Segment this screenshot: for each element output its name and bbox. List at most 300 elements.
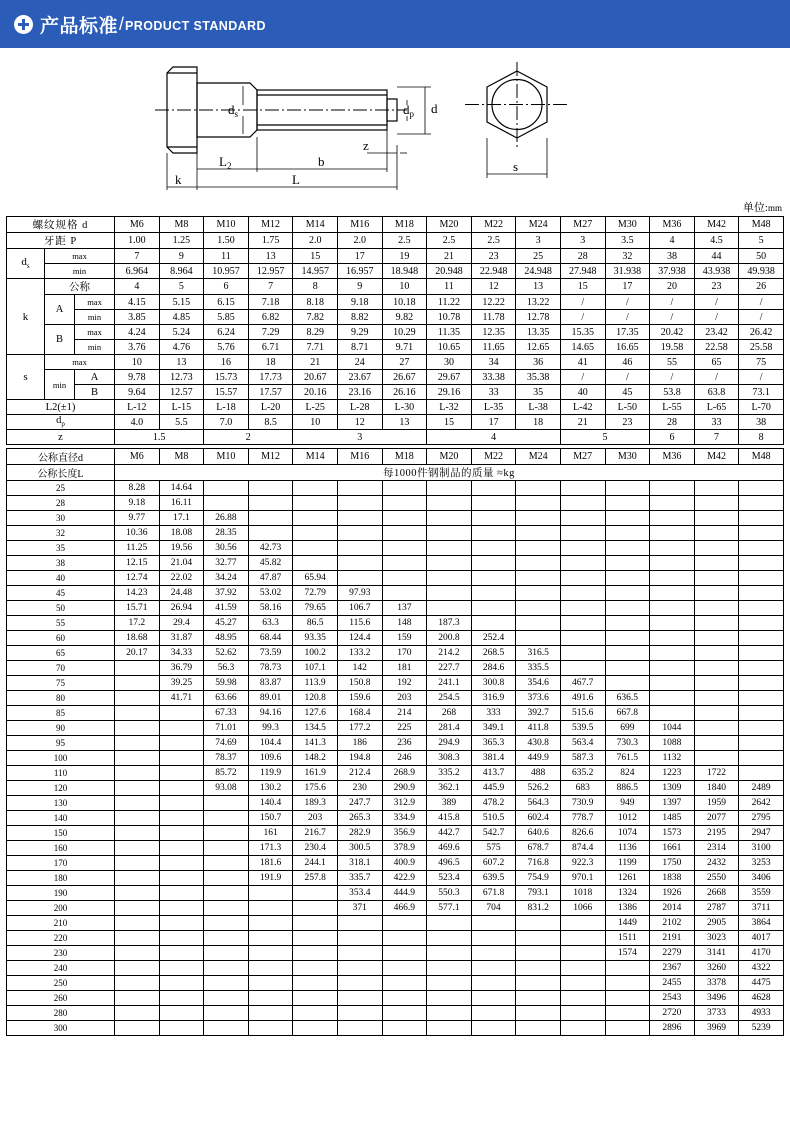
row-z <box>7 430 784 445</box>
mass-cell: 83.87 <box>248 676 293 691</box>
ds-max-cell: 25 <box>516 249 561 264</box>
mass-cell <box>471 991 516 1006</box>
k-b-min-cell: 25.58 <box>739 340 784 355</box>
ds-min-cell: 12.957 <box>248 264 293 279</box>
mass-cell: 335.5 <box>516 661 561 676</box>
mass-cell: 316.9 <box>471 691 516 706</box>
s-min-b-cell: 12.57 <box>159 385 204 400</box>
mass-cell: 97.93 <box>337 586 382 601</box>
length-label: 80 <box>7 691 115 706</box>
k-b-min-cell: 3.76 <box>115 340 160 355</box>
length-label: 210 <box>7 916 115 931</box>
mass-cell <box>516 511 561 526</box>
mass-row <box>7 1021 784 1036</box>
mass-cell: 1223 <box>650 766 695 781</box>
k-b-min-cell: 4.76 <box>159 340 204 355</box>
mass-cell: 17.1 <box>159 511 204 526</box>
mass-cell: 1132 <box>650 751 695 766</box>
s-min-a-cell: 35.38 <box>516 370 561 385</box>
mass-cell: 1449 <box>605 916 650 931</box>
label-k: k <box>7 279 45 355</box>
k-nominal-cell: 26 <box>739 279 784 295</box>
mass-cell <box>694 616 739 631</box>
mass-cell: 671.8 <box>471 886 516 901</box>
mass-cell <box>204 856 249 871</box>
label-ds-max: max <box>45 249 115 264</box>
l2-cell: L-25 <box>293 400 338 415</box>
length-label: 300 <box>7 1021 115 1036</box>
mass-cell: 442.7 <box>427 826 472 841</box>
mass-cell <box>605 526 650 541</box>
mass-cell <box>115 706 160 721</box>
mass-cell <box>115 676 160 691</box>
s-max-cell: 55 <box>650 355 695 370</box>
ds-max-cell: 44 <box>694 249 739 264</box>
mass-cell <box>337 991 382 1006</box>
ds-min-cell: 43.938 <box>694 264 739 279</box>
mass-cell <box>337 556 382 571</box>
mass-cell <box>204 901 249 916</box>
mass-column-header: M20 <box>427 449 472 465</box>
mass-cell <box>427 526 472 541</box>
mass-cell: 63.66 <box>204 691 249 706</box>
mass-cell: 1066 <box>560 901 605 916</box>
k-b-min-cell: 16.65 <box>605 340 650 355</box>
mass-cell: 41.59 <box>204 601 249 616</box>
s-max-cell: 41 <box>560 355 605 370</box>
mass-cell: 74.69 <box>204 736 249 751</box>
s-min-a-cell: / <box>650 370 695 385</box>
mass-column-header: M18 <box>382 449 427 465</box>
pitch-cell: 2.5 <box>382 233 427 249</box>
pitch-cell: 2.0 <box>293 233 338 249</box>
mass-column-header: M6 <box>115 449 160 465</box>
mass-cell: 230 <box>337 781 382 796</box>
s-min-b-cell: 73.1 <box>739 385 784 400</box>
k-a-max-cell: / <box>650 295 695 310</box>
mass-cell <box>560 961 605 976</box>
mass-cell <box>248 946 293 961</box>
mass-cell: 170 <box>382 646 427 661</box>
mass-cell <box>471 601 516 616</box>
length-label: 95 <box>7 736 115 751</box>
row-mass-note <box>7 465 784 481</box>
k-a-min-cell: / <box>650 310 695 325</box>
mass-cell <box>427 556 472 571</box>
row-k-a-max <box>7 295 784 310</box>
mass-cell: 3023 <box>694 931 739 946</box>
mass-cell: 48.95 <box>204 631 249 646</box>
mass-cell: 59.98 <box>204 676 249 691</box>
mass-cell: 1661 <box>650 841 695 856</box>
s-max-cell: 34 <box>471 355 516 370</box>
mass-cell <box>337 976 382 991</box>
mass-cell <box>204 496 249 511</box>
mass-cell <box>739 616 784 631</box>
mass-cell <box>248 481 293 496</box>
k-b-min-cell: 10.65 <box>427 340 472 355</box>
ds-min-cell: 6.964 <box>115 264 160 279</box>
mass-cell: 140.4 <box>248 796 293 811</box>
length-label: 60 <box>7 631 115 646</box>
l2-cell: L-32 <box>427 400 472 415</box>
mass-cell <box>605 976 650 991</box>
mass-cell <box>650 676 695 691</box>
k-a-max-cell: 4.15 <box>115 295 160 310</box>
mass-note: 每1000件钢制品的质量 ≈kg <box>115 465 784 481</box>
mass-cell <box>115 886 160 901</box>
mass-cell <box>248 901 293 916</box>
mass-cell: 356.9 <box>382 826 427 841</box>
mass-cell <box>516 526 561 541</box>
mass-cell: 389 <box>427 796 472 811</box>
dp-cell: 23 <box>605 415 650 430</box>
mass-cell <box>382 481 427 496</box>
mass-cell: 831.2 <box>516 901 561 916</box>
units-label: 单位: <box>742 202 768 214</box>
mass-cell <box>427 481 472 496</box>
length-label: 40 <box>7 571 115 586</box>
mass-cell: 47.87 <box>248 571 293 586</box>
mass-cell <box>694 481 739 496</box>
mass-cell <box>248 1006 293 1021</box>
mass-cell: 10.36 <box>115 526 160 541</box>
mass-cell: 639.5 <box>471 871 516 886</box>
mass-cell: 4933 <box>739 1006 784 1021</box>
z-cell: 5 <box>560 430 649 445</box>
mass-cell: 20.17 <box>115 646 160 661</box>
mass-cell: 93.08 <box>204 781 249 796</box>
units-note <box>0 200 790 216</box>
mass-cell <box>204 1021 249 1036</box>
mass-cell <box>293 991 338 1006</box>
length-label: 25 <box>7 481 115 496</box>
mass-cell <box>204 481 249 496</box>
mass-cell <box>248 511 293 526</box>
mass-cell: 150.7 <box>248 811 293 826</box>
ds-min-cell: 27.948 <box>560 264 605 279</box>
mass-cell <box>159 736 204 751</box>
mass-cell: 41.71 <box>159 691 204 706</box>
ds-min-cell: 31.938 <box>605 264 650 279</box>
mass-cell: 168.4 <box>337 706 382 721</box>
mass-cell: 2077 <box>694 811 739 826</box>
label-s-min-class-b: B <box>75 385 115 400</box>
mass-row <box>7 766 784 781</box>
mass-cell: 181.6 <box>248 856 293 871</box>
dp-cell: 21 <box>560 415 605 430</box>
mass-cell: 21.04 <box>159 556 204 571</box>
label-z: z <box>363 138 369 153</box>
mass-cell: 515.6 <box>560 706 605 721</box>
s-min-a-cell: / <box>605 370 650 385</box>
mass-row <box>7 736 784 751</box>
length-label: 75 <box>7 676 115 691</box>
mass-cell <box>560 976 605 991</box>
mass-cell <box>694 691 739 706</box>
k-a-max-cell: 13.22 <box>516 295 561 310</box>
s-min-b-cell: 20.16 <box>293 385 338 400</box>
mass-cell <box>650 541 695 556</box>
mass-cell: 445.9 <box>471 781 516 796</box>
mass-cell: 1324 <box>605 886 650 901</box>
mass-cell: 159 <box>382 631 427 646</box>
pitch-cell: 2.5 <box>427 233 472 249</box>
k-nominal-cell: 7 <box>248 279 293 295</box>
k-nominal-cell: 10 <box>382 279 427 295</box>
s-min-b-cell: 23.16 <box>337 385 382 400</box>
mass-cell: 1750 <box>650 856 695 871</box>
mass-per-1000-table <box>6 448 784 1036</box>
mass-column-header: M16 <box>337 449 382 465</box>
k-nominal-cell: 17 <box>605 279 650 295</box>
k-b-min-cell: 6.71 <box>248 340 293 355</box>
mass-cell: 2367 <box>650 961 695 976</box>
length-label: 65 <box>7 646 115 661</box>
mass-cell <box>427 946 472 961</box>
mass-cell <box>159 781 204 796</box>
k-b-min-cell: 5.76 <box>204 340 249 355</box>
mass-cell <box>115 931 160 946</box>
label-L2: $L_2$ <box>219 154 232 171</box>
mass-cell: 1044 <box>650 721 695 736</box>
mass-cell <box>382 991 427 1006</box>
label-s: s <box>7 355 45 400</box>
mass-cell: 26.94 <box>159 601 204 616</box>
s-min-a-cell: 20.67 <box>293 370 338 385</box>
mass-cell <box>560 991 605 1006</box>
mass-cell: 430.8 <box>516 736 561 751</box>
mass-cell <box>516 1006 561 1021</box>
mass-cell: 2191 <box>650 931 695 946</box>
k-b-max-cell: 26.42 <box>739 325 784 340</box>
mass-cell: 16.11 <box>159 496 204 511</box>
row-k-b-max <box>7 325 784 340</box>
mass-cell <box>694 496 739 511</box>
mass-cell: 577.1 <box>427 901 472 916</box>
ds-max-cell: 19 <box>382 249 427 264</box>
k-b-min-cell: 8.71 <box>337 340 382 355</box>
l2-cell: L-35 <box>471 400 516 415</box>
mass-cell <box>337 541 382 556</box>
mass-cell: 141.3 <box>293 736 338 751</box>
mass-cell <box>427 961 472 976</box>
mass-cell: 3864 <box>739 916 784 931</box>
thread-size-header: M27 <box>560 217 605 233</box>
k-nominal-cell: 20 <box>650 279 695 295</box>
s-min-a-cell: 29.67 <box>427 370 472 385</box>
mass-cell <box>650 706 695 721</box>
mass-cell: 874.4 <box>560 841 605 856</box>
mass-cell <box>427 991 472 1006</box>
s-min-b-cell: 9.64 <box>115 385 160 400</box>
thread-size-header: M10 <box>204 217 249 233</box>
ds-max-cell: 15 <box>293 249 338 264</box>
mass-cell <box>650 511 695 526</box>
mass-cell: 1397 <box>650 796 695 811</box>
length-label: 90 <box>7 721 115 736</box>
mass-row <box>7 691 784 706</box>
ds-max-cell: 7 <box>115 249 160 264</box>
mass-cell: 104.4 <box>248 736 293 751</box>
ds-min-cell: 18.948 <box>382 264 427 279</box>
mass-cell: 12.15 <box>115 556 160 571</box>
mass-cell: 186 <box>337 736 382 751</box>
k-b-min-cell: 9.71 <box>382 340 427 355</box>
mass-cell <box>560 541 605 556</box>
mass-cell <box>516 1021 561 1036</box>
mass-cell <box>560 526 605 541</box>
ds-min-cell: 8.964 <box>159 264 204 279</box>
mass-cell <box>560 571 605 586</box>
label-nominal-length: 公称长度L <box>7 465 115 481</box>
mass-cell: 150.8 <box>337 676 382 691</box>
mass-cell: 236 <box>382 736 427 751</box>
mass-cell: 39.25 <box>159 676 204 691</box>
mass-cell: 281.4 <box>427 721 472 736</box>
mass-row <box>7 901 784 916</box>
mass-cell <box>337 916 382 931</box>
mass-cell: 119.9 <box>248 766 293 781</box>
label-dp: $d_p$ <box>403 102 414 119</box>
mass-cell <box>694 646 739 661</box>
mass-row <box>7 721 784 736</box>
mass-cell <box>739 526 784 541</box>
k-a-max-cell: 5.15 <box>159 295 204 310</box>
mass-cell: 539.5 <box>560 721 605 736</box>
mass-cell: 491.6 <box>560 691 605 706</box>
mass-cell: 422.9 <box>382 871 427 886</box>
k-nominal-cell: 5 <box>159 279 204 295</box>
mass-cell: 488 <box>516 766 561 781</box>
mass-cell <box>516 541 561 556</box>
mass-cell: 2195 <box>694 826 739 841</box>
k-nominal-cell: 12 <box>471 279 516 295</box>
mass-cell <box>293 481 338 496</box>
mass-cell <box>739 631 784 646</box>
mass-cell <box>605 586 650 601</box>
l2-cell: L-55 <box>650 400 695 415</box>
mass-cell <box>293 541 338 556</box>
mass-cell <box>471 961 516 976</box>
k-b-max-cell: 9.29 <box>337 325 382 340</box>
row-k-a-min <box>7 310 784 325</box>
mass-cell <box>293 931 338 946</box>
mass-cell <box>382 961 427 976</box>
mass-cell: 371 <box>337 901 382 916</box>
mass-cell <box>694 676 739 691</box>
label-ds-min: min <box>45 264 115 279</box>
mass-cell <box>293 1006 338 1021</box>
mass-cell <box>605 541 650 556</box>
mass-cell <box>115 916 160 931</box>
mass-cell: 227.7 <box>427 661 472 676</box>
mass-cell: 778.7 <box>560 811 605 826</box>
mass-cell: 127.6 <box>293 706 338 721</box>
mass-cell: 510.5 <box>471 811 516 826</box>
mass-cell: 12.74 <box>115 571 160 586</box>
ds-max-cell: 11 <box>204 249 249 264</box>
mass-cell <box>248 931 293 946</box>
s-max-cell: 24 <box>337 355 382 370</box>
label-s-min: min <box>45 370 75 400</box>
mass-cell: 14.23 <box>115 586 160 601</box>
mass-cell <box>382 976 427 991</box>
mass-cell <box>739 586 784 601</box>
mass-cell: 793.1 <box>516 886 561 901</box>
mass-column-header: M30 <box>605 449 650 465</box>
specification-table <box>6 216 784 445</box>
mass-cell <box>739 601 784 616</box>
mass-cell <box>382 916 427 931</box>
thread-size-header: M20 <box>427 217 472 233</box>
mass-cell <box>159 766 204 781</box>
mass-cell <box>694 661 739 676</box>
length-label: 85 <box>7 706 115 721</box>
label-k-b-min: min <box>75 340 115 355</box>
mass-cell: 79.65 <box>293 601 338 616</box>
k-nominal-cell: 8 <box>293 279 338 295</box>
s-min-a-cell: 17.73 <box>248 370 293 385</box>
mass-cell <box>115 991 160 1006</box>
mass-cell: 177.2 <box>337 721 382 736</box>
mass-cell: 318.1 <box>337 856 382 871</box>
mass-cell: 4628 <box>739 991 784 1006</box>
length-label: 230 <box>7 946 115 961</box>
s-max-cell: 10 <box>115 355 160 370</box>
mass-cell <box>248 991 293 1006</box>
mass-cell: 1926 <box>650 886 695 901</box>
mass-row <box>7 631 784 646</box>
mass-cell: 268.9 <box>382 766 427 781</box>
mass-cell: 542.7 <box>471 826 516 841</box>
mass-cell: 200.8 <box>427 631 472 646</box>
mass-cell <box>694 511 739 526</box>
mass-cell <box>739 496 784 511</box>
mass-cell: 413.7 <box>471 766 516 781</box>
mass-cell: 2787 <box>694 901 739 916</box>
s-min-b-cell: 45 <box>605 385 650 400</box>
mass-cell <box>516 961 561 976</box>
mass-cell <box>293 496 338 511</box>
pitch-cell: 5 <box>739 233 784 249</box>
mass-cell <box>516 976 561 991</box>
mass-cell: 3253 <box>739 856 784 871</box>
k-a-min-cell: / <box>694 310 739 325</box>
mass-cell <box>516 481 561 496</box>
dp-cell: 5.5 <box>159 415 204 430</box>
mass-cell: 467.7 <box>560 676 605 691</box>
label-k: k <box>175 172 182 187</box>
mass-cell <box>382 586 427 601</box>
s-min-a-cell: / <box>694 370 739 385</box>
mass-cell <box>337 511 382 526</box>
mass-cell: 2279 <box>650 946 695 961</box>
dp-cell: 8.5 <box>248 415 293 430</box>
mass-cell: 124.4 <box>337 631 382 646</box>
dp-cell: 13 <box>382 415 427 430</box>
mass-cell: 1088 <box>650 736 695 751</box>
mass-cell <box>694 541 739 556</box>
mass-cell <box>471 556 516 571</box>
ds-min-cell: 20.948 <box>427 264 472 279</box>
mass-cell <box>605 646 650 661</box>
mass-cell: 137 <box>382 601 427 616</box>
mass-cell: 171.3 <box>248 841 293 856</box>
mass-row <box>7 556 784 571</box>
length-label: 280 <box>7 1006 115 1021</box>
pitch-cell: 2.0 <box>337 233 382 249</box>
